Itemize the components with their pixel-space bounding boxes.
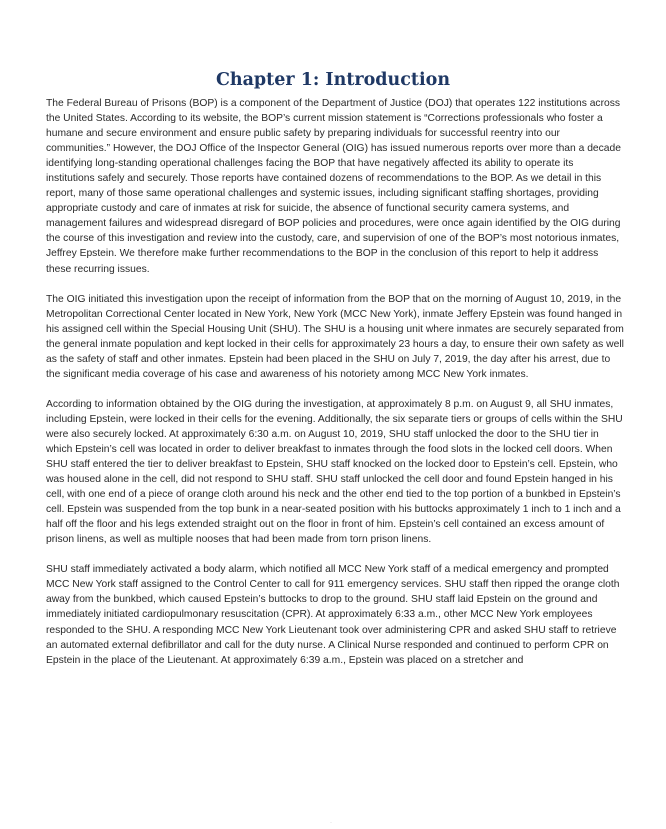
page-footer-mark: · <box>330 820 332 826</box>
chapter-title: Chapter 1: Introduction <box>215 70 451 90</box>
paragraph: SHU staff immediately activated a body alarm, which notified all MCC New York staff of a medical emergency and prompted MCC New York staff assigned to the Control Center to call for 911 emergency services. SHU staff then ripped the orange cloth away from the bunkbed, which caused Epstein’s buttocks to drop to the ground. SHU staff laid Epstein on the ground and immediately initiated cardiopulmonary resuscitation (CPR). At approximately 6:33 a.m., other MCC New York employees responded to the SHU. A responding MCC New York Lieutenant took over administering CPR and asked SHU staff to retrieve an automated external defibrillator and call for the duty nurse. A Clinical Nurse responded and continued to perform CPR on Epstein in the place of the Lieutenant. At approximately 6:39 a.m., Epstein was placed on a stretcher and <box>46 564 620 666</box>
paragraph: The Federal Bureau of Prisons (BOP) is a component of the Department of Justice (DOJ) that operates 122 institutions across the United States. According to its website, the BOP’s current mission statement is “Corrections professionals who foster a humane and secure environment and ensure public safety by preparing individuals for successful reentry into our communities.” However, the DOJ Office of the Inspector General (OIG) has issued numerous reports over more than a decade identifying long-standing operational challenges facing the BOP that have negatively affected its ability to operate its institutions safely and securely. Those reports have contained dozens of recommendations to the BOP. As we detail in this report, many of those same operational challenges and systemic issues, including significant staffing shortages, providing appropriate custody and care of inmates at risk for suicide, the absence of functional security camera systems, and management failures and widespread disregard of BOP policies and procedures, were once again identified by the OIG during the course of this investigation and review into the custody, care, and supervision of one of the BOP’s most notorious inmates, Jeffrey Epstein. We therefore make further recommendations to the BOP in the conclusion of this report to help it address these recurring issues. <box>46 98 621 275</box>
paragraph: The OIG initiated this investigation upon the receipt of information from the BOP that on the morning of August 10, 2019, in the Metropolitan Correctional Center located in New York, New York (MCC New York), inmate Jeffery Epstein was found hanged in his assigned cell within the Special Housing Unit (SHU). The SHU is a housing unit where inmates are securely separated from the general inmate population and kept locked in their cells for approximately 23 hours a day, to ensure their own safety as well as the safety of staff and other inmates. Epstein had been placed in the SHU on July 7, 2019, the day after his arrest, due to the significant media coverage of his case and awareness of his notoriety among MCC New York inmates. <box>46 293 624 380</box>
document-body <box>46 96 624 683</box>
paragraph: According to information obtained by the OIG during the investigation, at approximately 8 p.m. on August 9, all SHU inmates, including Epstein, were locked in their cells for the evening. Additionally, the six separate tiers or groups of cells within the SHU were also securely locked. At approximately 6:30 a.m. on August 10, 2019, SHU staff unlocked the door to the SHU tier in which Epstein’s cell was located in order to deliver breakfast to inmates through the food slots in the locked cell doors. When SHU staff entered the tier to deliver breakfast to Epstein, SHU staff knocked on the locked door to Epstein’s cell. Epstein, who was housed alone in the cell, did not respond to SHU staff. SHU staff unlocked the cell door and found Epstein hanged in his cell, with one end of a piece of orange cloth around his neck and the other end tied to the top portion of a bunkbed in Epstein’s cell. Epstein was suspended from the top bunk in a near-seated position with his buttocks approximately 1 inch to 1 inch and a half off the floor and his legs extended straight out on the floor in front of him. Epstein’s cell contained an excess amount of prison linens, as well as multiple nooses that had been made from torn prison linens. <box>46 398 623 546</box>
